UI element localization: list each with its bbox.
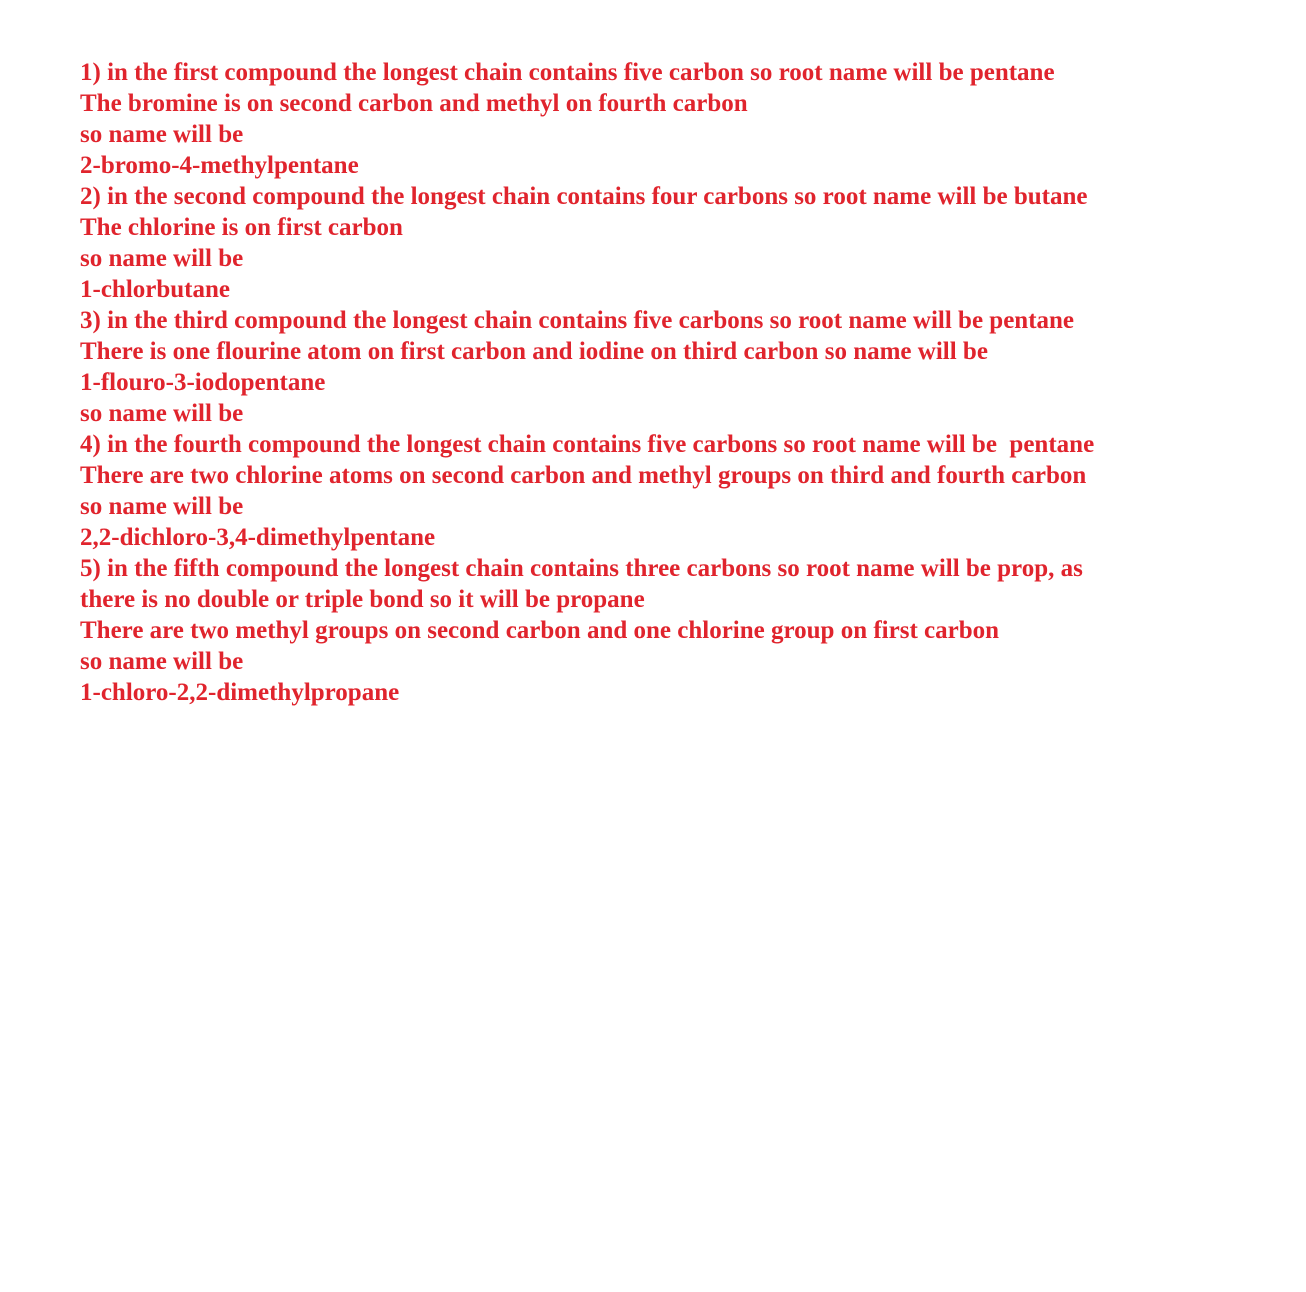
compound-2-name: 1-chlorbutane (80, 276, 230, 303)
compound-1-name: 2-bromo-4-methylpentane (80, 152, 359, 179)
compound-4-substituents: There are two chlorine atoms on second carbon and methyl groups on third and fourth carbon (80, 462, 1087, 489)
compound-4-name: 2,2-dichloro-3,4-dimethylpentane (80, 524, 436, 551)
compound-5-explanation: 5) in the fifth compound the longest chain contains three carbons so root name will be prop, as (80, 555, 1083, 582)
compound-2-explanation: 2) in the second compound the longest chain contains four carbons so root name will be butane (80, 183, 1088, 210)
compound-2-substituents: The chlorine is on first carbon (80, 214, 403, 241)
compound-5-name: 1-chloro-2,2-dimethylpropane (80, 679, 400, 706)
compound-5-substituents: There are two methyl groups on second carbon and one chlorine group on first carbon (80, 617, 1000, 644)
compound-1-substituents: The bromine is on second carbon and methyl on fourth carbon (80, 90, 748, 117)
compound-1-name-intro: so name will be (80, 121, 244, 148)
compound-1-explanation: 1) in the first compound the longest chain contains five carbon so root name will be pentane (80, 59, 1055, 86)
compound-5-explanation-continued: there is no double or triple bond so it will be propane (80, 586, 645, 613)
compound-4-name-intro: so name will be (80, 493, 244, 520)
compound-2-name-intro: so name will be (80, 245, 244, 272)
compound-3-explanation: 3) in the third compound the longest chain contains five carbons so root name will be pentane (80, 307, 1075, 334)
compound-5-name-intro: so name will be (80, 648, 244, 675)
compound-3-name: 1-flouro-3-iodopentane (80, 369, 326, 396)
compound-3-name-intro: so name will be (80, 400, 244, 427)
compound-3-substituents: There is one flourine atom on first carbon and iodine on third carbon so name will be (80, 338, 988, 365)
compound-4-explanation: 4) in the fourth compound the longest chain contains five carbons so root name will be pentane (80, 431, 1095, 458)
answer-text-block (80, 57, 1280, 708)
